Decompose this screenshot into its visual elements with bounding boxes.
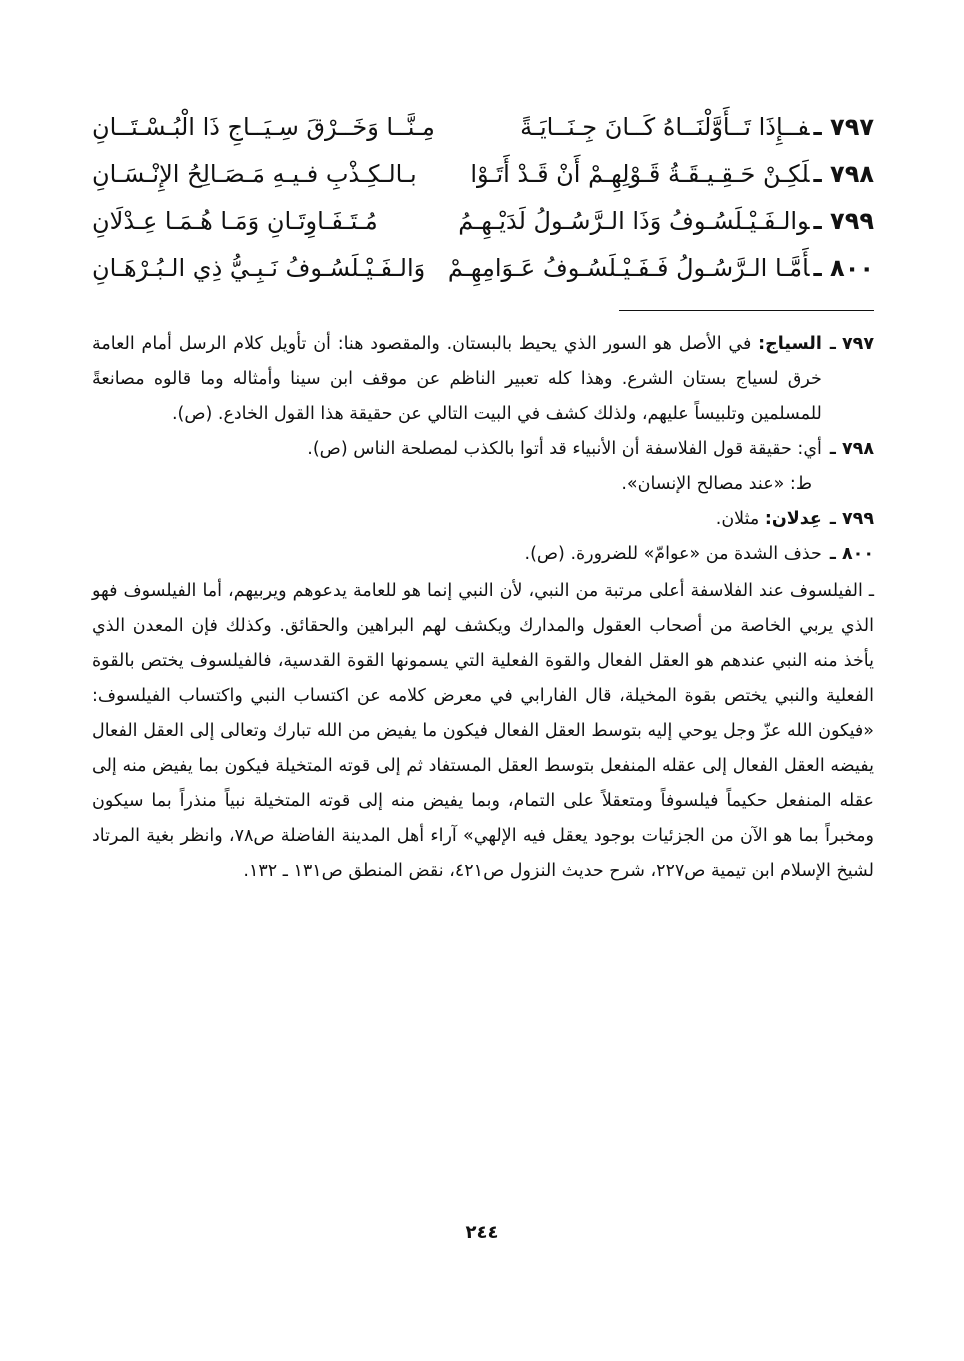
footnote-text: في الأصل هو السور الذي يحيط بالبستان. والمقصود هنا: أن تأويل كلام الرسل أمام العامة خرق لسياج بستان الشرع. وهذا كله تعبير الناظم عن موقف ابن سينا وأمثاله وما قالوه مصانعةً للمسلمين وتلبيساً عليهم، ولذلك كشف في البيت التالي عن حقيقة هذا القول الخادع. (ص).	[92, 334, 822, 424]
verse-first-hemistich	[447, 245, 874, 292]
verse-number: ٧٩٩ ـ	[813, 207, 874, 235]
verse-798	[92, 151, 874, 198]
hemistich-text: أَمَّـا الـرَّسُـولُ فَـفَـيْـلَسُـوفُ عَـوَامِهِـمْ	[447, 254, 810, 282]
verse-second-hemistich: بـالـكِـذْبِ فـيـهِ مَـصَـالِحُ الإِنْـسَـانِ	[92, 160, 417, 188]
footnote-number: ٨٠٠ ـ	[829, 544, 874, 564]
book-page	[92, 104, 874, 1361]
footnote-text: مثلان.	[715, 509, 765, 529]
footnote-797	[92, 327, 874, 432]
poem-block	[92, 104, 874, 292]
verse-first-hemistich	[470, 151, 874, 198]
footnote-799	[92, 502, 874, 537]
footnote-body	[92, 327, 822, 432]
page-number: ٢٤٤	[465, 1222, 499, 1243]
footnotes	[92, 327, 874, 889]
verse-first-hemistich	[458, 198, 874, 245]
verse-second-hemistich: مُـتَـفَـاوِتَـانِ وَمَـا هُـمَـا عِـدْلَانِ	[92, 207, 378, 235]
footnote-text: حذف الشدة من «عوامّ» للضرورة. (ص).	[524, 544, 822, 564]
footnote-number: ٧٩٨ ـ	[829, 439, 874, 459]
verse-second-hemistich: مِـنَّــا وَخَــرْقَ سِـيَــاجِ ذَا الْبُـسْـتَــانِ	[92, 113, 435, 141]
footnote-798	[92, 432, 874, 467]
footnote-800	[92, 537, 874, 572]
footnote-800-commentary: ـ الفيلسوف عند الفلاسفة أعلى مرتبة من النبي، لأن النبي إنما هو للعامة يدعوهم ويربيهم، أما الفيلسوف فهو الذي يربي الخاصة من أصحاب العقول والمدارك ويكشف لهم البراهين والحقائق. وكذلك فإن المعدن الذي يأخذ منه النبي عندهم هو العقل الفعال والقوة الفعلية التي يسمونها القوة القدسية، فالفيلسوف يختص بالقوة الفعلية والنبي يختص بقوة المخيلة، قال الفارابي في معرض كلامه عن اكتساب النبي واكتساب الفيلسوف: «فيكون الله عزّ وجل يوحي إليه بتوسط العقل الفعال فيكون ما يفيض من الله تبارك وتعالى إلى العقل الفعال يفيضه العقل الفعال إلى عقله المنفعل بتوسط العقل المستفاد ثم إلى قوته المتخيلة فيكون بما يفيض منه إلى عقله المنفعل حكيماً فيلسوفاً ومتعقلاً على التمام، وبما يفيض منه إلى قوته المتخيلة نبياً منذراً بما سيكون ومخبراً بما هو الآن من الجزئيات بوجود يعقل فيه الإلهي» آراء أهل المدينة الفاضلة ص٧٨، وانظر بغية المرتاد لشيخ الإسلام ابن تيمية ص٢٢٧، شرح حديث النزول ص٤٢١، نقض المنطق ص١٣١ ـ ١٣٢.	[92, 581, 874, 881]
hemistich-text: والـفَـيْـلَسُـوفُ وَذَا الـرَّسُـولُ لَدَيْـهِـمُ	[458, 207, 810, 235]
verse-799	[92, 198, 874, 245]
footnote-number: ٧٩٩ ـ	[829, 509, 874, 529]
footnote-term: السياج:	[758, 334, 822, 354]
verse-number: ٧٩٧ ـ	[813, 113, 874, 141]
footnote-text: أي: حقيقة قول الفلاسفة أن الأنبياء قد أتوا بالكذب لمصلحة الناس (ص).	[307, 439, 822, 459]
footnote-term: عِدلان:	[764, 509, 822, 529]
verse-number: ٨٠٠ ـ	[813, 254, 874, 282]
footnote-separator	[619, 310, 874, 311]
footnote-798-variant: ط: «عند مصالح الإنسان».	[621, 474, 812, 494]
footnote-body	[92, 537, 822, 572]
footnote-number: ٧٩٧ ـ	[829, 334, 874, 354]
verse-797	[92, 104, 874, 151]
verse-second-hemistich: وَالـفَـيْـلَسُـوفُ نَـبِـيُّ ذِي الـبُـرْهَـانِ	[92, 254, 426, 282]
hemistich-text: لَكِـنْ حَـقِـيـقَـةُ قَـوْلِهِـمْ أَنْ قَـدْ أَتَـوْا	[470, 160, 810, 188]
verse-800	[92, 245, 874, 292]
verse-first-hemistich	[489, 104, 874, 151]
footnote-body	[92, 432, 822, 467]
verse-number: ٧٩٨ ـ	[813, 160, 874, 188]
footnote-body	[92, 502, 822, 537]
hemistich-text: فــإِذَا تَــأَوَّلْنَــاهُ كَــانَ جِـنَــايَـةً	[520, 113, 810, 141]
